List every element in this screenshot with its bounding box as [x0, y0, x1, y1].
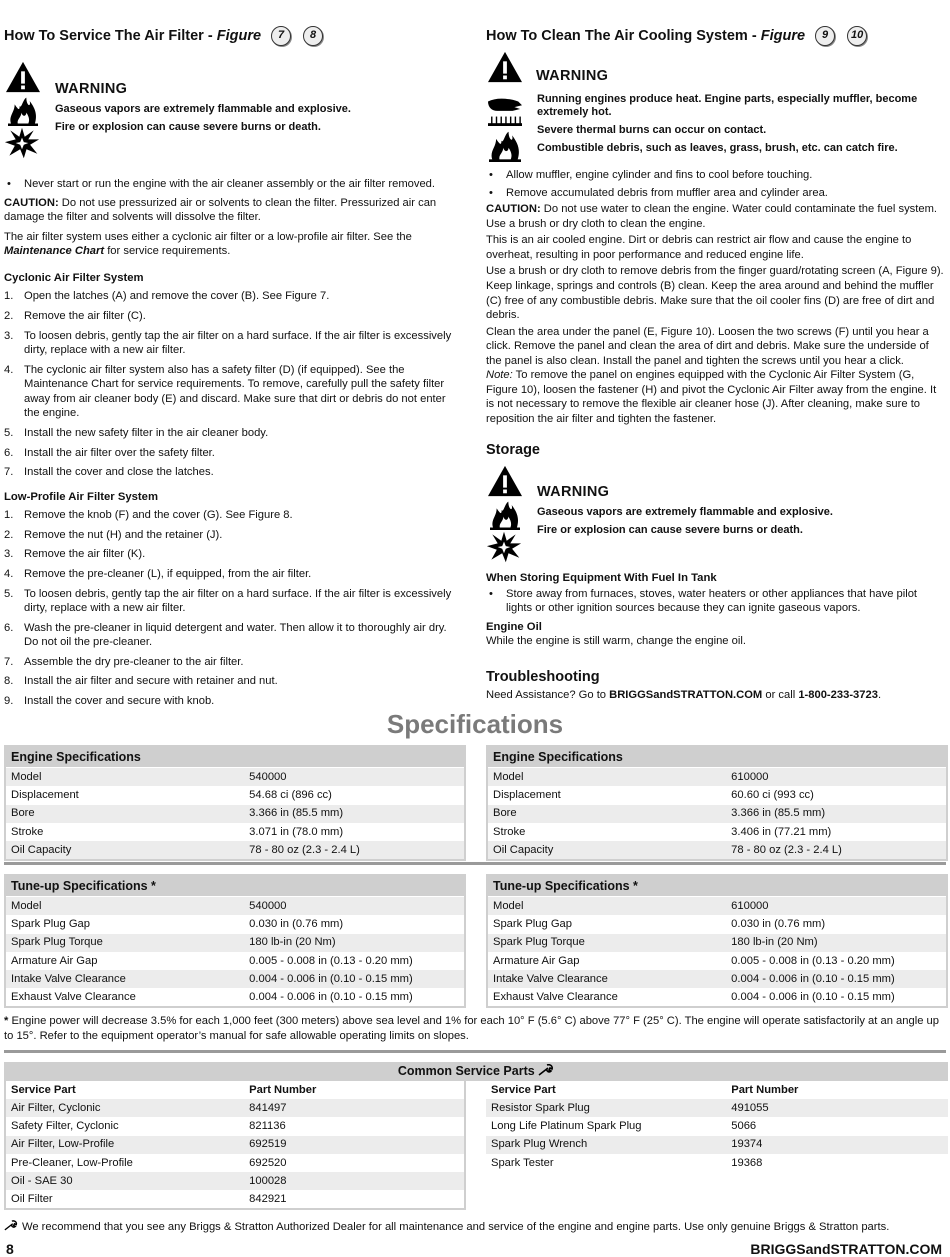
part-name: Resistor Spark Plug	[486, 1099, 726, 1117]
table-row	[486, 1136, 948, 1154]
row-value: 610000	[726, 897, 946, 916]
row-label: Spark Plug Torque	[6, 934, 244, 952]
table-row	[486, 1099, 948, 1117]
cyclonic-heading: Cyclonic Air Filter System	[4, 271, 144, 284]
row-label: Spark Plug Torque	[488, 934, 726, 952]
warning-triangle-icon	[4, 60, 42, 94]
list-item: • Store away from furnaces, stoves, water heaters or other appliances that have pilot lights or other ignition sources because they can ignite gaseous vapors.	[486, 587, 946, 616]
step-number: 4.	[4, 363, 14, 376]
warning-triangle-icon	[486, 50, 524, 84]
service-parts-right-table	[486, 1081, 948, 1172]
part-name: Pre-Cleaner, Low-Profile	[6, 1154, 244, 1172]
row-label: Exhaust Valve Clearance	[6, 988, 244, 1006]
step-text: Install the cover and close the latches.	[24, 466, 214, 479]
table-row	[6, 970, 464, 988]
row-label: Model	[488, 897, 726, 916]
list-item	[4, 309, 464, 324]
table-row	[6, 1154, 464, 1172]
list-item	[4, 465, 464, 480]
row-label: Bore	[6, 805, 244, 823]
step-number: 1.	[4, 509, 14, 522]
table-row	[488, 970, 946, 988]
table-row	[6, 988, 464, 1006]
part-name: Long Life Platinum Spark Plug	[486, 1117, 726, 1135]
step-text: The cyclonic air filter system also has a safety filter (D) (if equipped). See the Maintenance Chart for service requirements. To remove, carefully pull the safety filter away from air cleaner body (E) and discard. Make sure that dirt or debris do not enter the engine.	[24, 363, 446, 420]
row-value: 3.366 in (85.5 mm)	[726, 805, 946, 823]
part-number: 842921	[244, 1190, 464, 1208]
list-item	[4, 363, 464, 421]
table-row	[6, 1190, 464, 1208]
table-row	[6, 841, 464, 859]
step-text: Install the air filter and secure with retainer and nut.	[24, 675, 278, 688]
tuneup-spec-540-table	[4, 874, 466, 1008]
table-row	[486, 1154, 948, 1172]
table-row	[6, 786, 464, 804]
column-header: Part Number	[726, 1081, 948, 1099]
row-label: Model	[6, 768, 244, 787]
air-cooling-body	[486, 168, 946, 427]
list-item	[4, 587, 464, 616]
warning-text: Running engines produce heat. Engine parts, especially muffler, become extremely hot. Severe thermal burns can occur on contact. Combustible debris, such as leaves, grass, brush, etc. can catch fire.	[537, 93, 918, 154]
row-label: Armature Air Gap	[6, 952, 244, 970]
row-value: 0.004 - 0.006 in (0.10 - 0.15 mm)	[244, 988, 464, 1006]
part-number: 100028	[244, 1172, 464, 1190]
step-number: 3.	[4, 329, 14, 342]
row-label: Intake Valve Clearance	[6, 970, 244, 988]
table-row	[6, 952, 464, 970]
part-number: 821136	[244, 1117, 464, 1135]
engine-oil-heading: Engine Oil	[486, 620, 542, 633]
row-value: 78 - 80 oz (2.3 - 2.4 L)	[244, 841, 464, 859]
list-item	[4, 621, 464, 650]
step-text: Assemble the dry pre-cleaner to the air filter.	[24, 655, 244, 668]
divider	[4, 1050, 946, 1053]
table-header: Tune-up Specifications *	[488, 876, 946, 897]
step-text: To loosen debris, gently tap the air filter on a hard surface. If the air filter is excessively dirty, replace with a new air filter.	[24, 329, 452, 357]
part-number: 19374	[726, 1136, 948, 1154]
row-value: 0.004 - 0.006 in (0.10 - 0.15 mm)	[726, 988, 946, 1006]
intro-paragraph: The air filter system uses either a cyclonic air filter or a low-profile air filter. See the Maintenance Chart for service requirements.	[4, 230, 412, 258]
air-filter-body	[4, 177, 464, 714]
table-row	[6, 1172, 464, 1190]
list-item	[4, 528, 464, 543]
list-item: • Never start or run the engine with the air cleaner assembly or the air filter removed.	[4, 177, 464, 192]
step-number: 2.	[4, 528, 14, 541]
step-number: 9.	[4, 694, 14, 707]
step-number: 6.	[4, 621, 14, 634]
warning-label: WARNING	[537, 484, 610, 500]
row-value: 0.005 - 0.008 in (0.13 - 0.20 mm)	[726, 952, 946, 970]
step-number: 2.	[4, 310, 14, 323]
table-row	[488, 952, 946, 970]
table-row	[488, 988, 946, 1006]
row-label: Stroke	[6, 823, 244, 841]
row-value: 0.004 - 0.006 in (0.10 - 0.15 mm)	[726, 970, 946, 988]
row-label: Spark Plug Gap	[488, 915, 726, 933]
table-row	[6, 768, 464, 787]
list-item	[4, 329, 464, 358]
table-row	[6, 1099, 464, 1117]
row-value: 180 lb-in (20 Nm)	[244, 934, 464, 952]
engine-oil-text: While the engine is still warm, change the engine oil.	[486, 635, 746, 648]
row-value: 0.030 in (0.76 mm)	[726, 915, 946, 933]
step-text: Open the latches (A) and remove the cover (B). See Figure 7.	[24, 290, 330, 303]
part-number: 841497	[244, 1099, 464, 1117]
table-row	[488, 934, 946, 952]
service-parts-header: Common Service Parts	[4, 1062, 948, 1081]
row-value: 3.406 in (77.21 mm)	[726, 823, 946, 841]
row-label: Displacement	[488, 786, 726, 804]
list-item	[4, 547, 464, 562]
part-name: Spark Tester	[486, 1154, 726, 1172]
figure-7-badge: 7	[271, 26, 291, 46]
table-row	[6, 1117, 464, 1135]
table-row	[6, 1136, 464, 1154]
caution-paragraph: CAUTION: Do not use pressurized air or solvents to clean the filter. Pressurized air can damage the filter and solvents will dissolve the filter.	[4, 196, 437, 224]
list-item	[4, 426, 464, 441]
warning-triangle-icon	[486, 464, 524, 498]
low-profile-heading: Low-Profile Air Filter System	[4, 490, 159, 503]
storage-heading: Storage	[486, 442, 540, 458]
explosion-icon	[4, 126, 40, 160]
table-row	[488, 841, 946, 859]
footer-brand: BRIGGSandSTRATTON.COM	[750, 1241, 942, 1257]
list-item	[4, 446, 464, 461]
spec-footnote: * Engine power will decrease 3.5% for each 1,000 feet (300 meters) above sea level and 1% for each 10° F (5.6° C) above 77° F (25° C). The engine will operate satisfactorily at an angle up to 15°. Refer to the equipment operator’s manual for safe allowable operating limits on slopes.	[4, 1015, 939, 1042]
row-value: 3.071 in (78.0 mm)	[244, 823, 464, 841]
list-item	[4, 694, 464, 709]
step-number: 5.	[4, 587, 14, 600]
part-name: Safety Filter, Cyclonic	[6, 1117, 244, 1135]
warning-text: Gaseous vapors are extremely flammable and explosive. Fire or explosion can cause severe burns or death.	[55, 103, 351, 134]
part-name: Air Filter, Cyclonic	[6, 1099, 244, 1117]
warning-label: WARNING	[55, 81, 128, 97]
row-label: Model	[488, 768, 726, 787]
fire-icon	[486, 500, 524, 530]
row-value: 78 - 80 oz (2.3 - 2.4 L)	[726, 841, 946, 859]
row-value: 540000	[244, 768, 464, 787]
paragraph: This is an air cooled engine. Dirt or debris can restrict air flow and cause the engine to overheat, resulting in poor performance and reduced engine life.	[486, 234, 912, 261]
row-value: 60.60 ci (993 cc)	[726, 786, 946, 804]
step-number: 7.	[4, 466, 14, 479]
figure-10-badge: 10	[847, 26, 867, 46]
specifications-title: Specifications	[386, 709, 564, 739]
part-number: 491055	[726, 1099, 948, 1117]
row-value: 0.005 - 0.008 in (0.13 - 0.20 mm)	[244, 952, 464, 970]
figure-9-badge: 9	[815, 26, 835, 46]
storing-heading: When Storing Equipment With Fuel In Tank	[486, 572, 717, 584]
warning-text: Gaseous vapors are extremely flammable and explosive. Fire or explosion can cause severe burns or death.	[537, 506, 833, 537]
row-value: 180 lb-in (20 Nm)	[726, 934, 946, 952]
fire-icon	[486, 130, 524, 162]
part-name: Oil - SAE 30	[6, 1172, 244, 1190]
paragraph: Use a brush or dry cloth to remove debris from the finger guard/rotating screen (A, Figure 9). Keep linkage, springs and controls (B) clean. Keep the area around and behind the muffler (C) free of any combustible debris. Make sure that the oil cooler fins (D) are free of dirt and debris.	[486, 265, 944, 322]
figure-8-badge: 8	[303, 26, 323, 46]
phone-number: 1-800-233-3723	[798, 689, 878, 701]
row-label: Oil Capacity	[6, 841, 244, 859]
row-value: 540000	[244, 897, 464, 916]
engine-spec-610-table	[486, 745, 948, 861]
part-number: 692520	[244, 1154, 464, 1172]
row-label: Intake Valve Clearance	[488, 970, 726, 988]
part-name: Spark Plug Wrench	[486, 1136, 726, 1154]
table-row	[6, 823, 464, 841]
step-number: 6.	[4, 446, 14, 459]
table-row	[6, 805, 464, 823]
troubleshooting-heading: Troubleshooting	[486, 669, 600, 685]
column-header: Service Part	[6, 1081, 244, 1099]
step-text: Install the new safety filter in the air cleaner body.	[24, 426, 269, 439]
explosion-icon	[486, 530, 522, 564]
list-item	[4, 674, 464, 689]
page-number: 8	[6, 1241, 14, 1257]
table-row	[488, 823, 946, 841]
row-label: Bore	[488, 805, 726, 823]
table-row	[488, 768, 946, 787]
wrench-icon	[538, 1064, 554, 1076]
air-cooling-heading: How To Clean The Air Cooling System - Figure 9 10	[486, 26, 867, 46]
step-number: 8.	[4, 675, 14, 688]
service-parts-left-table	[4, 1081, 466, 1210]
row-label: Armature Air Gap	[488, 952, 726, 970]
step-text: To loosen debris, gently tap the air filter on a hard surface. If the air filter is excessively dirty, replace with a new air filter.	[24, 587, 452, 615]
troubleshooting-text: Need Assistance? Go to BRIGGSandSTRATTON.COM or call 1-800-233-3723.	[486, 689, 882, 701]
table-header: Engine Specifications	[6, 747, 464, 768]
wrench-icon	[4, 1220, 18, 1231]
table-header: Engine Specifications	[488, 747, 946, 768]
fire-icon	[4, 96, 42, 126]
column-header: Part Number	[244, 1081, 464, 1099]
table-row	[488, 805, 946, 823]
row-label: Spark Plug Gap	[6, 915, 244, 933]
website-link[interactable]: BRIGGSandSTRATTON.COM	[609, 689, 763, 701]
row-label: Displacement	[6, 786, 244, 804]
step-number: 1.	[4, 290, 14, 303]
row-label: Model	[6, 897, 244, 916]
list-item: • Allow muffler, engine cylinder and fins to cool before touching.	[486, 168, 946, 183]
engine-spec-540-table	[4, 745, 466, 861]
row-label: Oil Capacity	[488, 841, 726, 859]
part-name: Oil Filter	[6, 1190, 244, 1208]
row-label: Exhaust Valve Clearance	[488, 988, 726, 1006]
step-text: Remove the nut (H) and the retainer (J).	[24, 528, 223, 541]
table-row	[488, 915, 946, 933]
divider	[4, 862, 946, 865]
air-filter-heading: How To Service The Air Filter - Figure 7 8	[4, 26, 323, 46]
storage-body	[486, 571, 946, 649]
step-number: 4.	[4, 568, 14, 581]
list-item: • Remove accumulated debris from muffler area and cylinder area.	[486, 186, 946, 201]
part-number: 19368	[726, 1154, 948, 1172]
caution-paragraph: CAUTION: Do not use water to clean the engine. Water could contaminate the fuel system. Use a brush or dry cloth to clean the engine.	[486, 203, 938, 230]
warning-label: WARNING	[536, 68, 609, 84]
list-item	[4, 655, 464, 670]
row-value: 3.366 in (85.5 mm)	[244, 805, 464, 823]
row-value: 0.004 - 0.006 in (0.10 - 0.15 mm)	[244, 970, 464, 988]
list-item	[4, 508, 464, 523]
table-row	[6, 915, 464, 933]
list-item	[4, 289, 464, 304]
step-text: Install the air filter over the safety filter.	[24, 446, 215, 459]
column-header: Service Part	[486, 1081, 726, 1099]
table-row	[488, 786, 946, 804]
row-value: 0.030 in (0.76 mm)	[244, 915, 464, 933]
step-text: Install the cover and secure with knob.	[24, 694, 215, 707]
cyclonic-steps	[4, 289, 464, 479]
list-item	[4, 567, 464, 582]
low-profile-steps	[4, 508, 464, 708]
part-name: Air Filter, Low-Profile	[6, 1136, 244, 1154]
row-label: Stroke	[488, 823, 726, 841]
recommend-note: We recommend that you see any Briggs & Stratton Authorized Dealer for all maintenance and service of the engine and engine parts. Use only genuine Briggs & Stratton parts.	[4, 1220, 948, 1235]
paragraph: Clean the area under the panel (E, Figure 10). Loosen the two screws (F) until you hear a click. Remove the panel and clean the area of dirt and debris. Make sure the underside of the panel is also clean. Install the panel and tighten the screws until you hear a click.	[486, 325, 929, 367]
step-number: 7.	[4, 655, 14, 668]
table-row	[486, 1117, 948, 1135]
note-paragraph: Note: To remove the panel on engines equipped with the Cyclonic Air Filter System (G, Figure 10), loosen the fastener (H) and pivot the Cyclonic Air Filter away from the engine. It is not necessary to remove the flexible air cleaner hose (J). After cleaning, make sure to reposition the air filter and tighten the fastener.	[486, 369, 937, 425]
row-value: 54.68 ci (896 cc)	[244, 786, 464, 804]
part-number: 692519	[244, 1136, 464, 1154]
step-number: 5.	[4, 426, 14, 439]
table-header: Tune-up Specifications *	[6, 876, 464, 897]
table-row	[6, 897, 464, 916]
step-text: Remove the knob (F) and the cover (G). See Figure 8.	[24, 509, 293, 522]
tuneup-spec-610-table	[486, 874, 948, 1008]
step-text: Remove the pre-cleaner (L), if equipped, from the air filter.	[24, 568, 312, 581]
part-number: 5066	[726, 1117, 948, 1135]
table-row	[6, 934, 464, 952]
table-row	[488, 897, 946, 916]
step-text: Wash the pre-cleaner in liquid detergent and water. Then allow it to thoroughly air dry. Do not oil the pre-cleaner.	[24, 621, 447, 649]
step-number: 3.	[4, 548, 14, 561]
row-value: 610000	[726, 768, 946, 787]
step-text: Remove the air filter (C).	[24, 310, 146, 323]
hot-surface-icon	[486, 92, 524, 126]
step-text: Remove the air filter (K).	[24, 548, 146, 561]
